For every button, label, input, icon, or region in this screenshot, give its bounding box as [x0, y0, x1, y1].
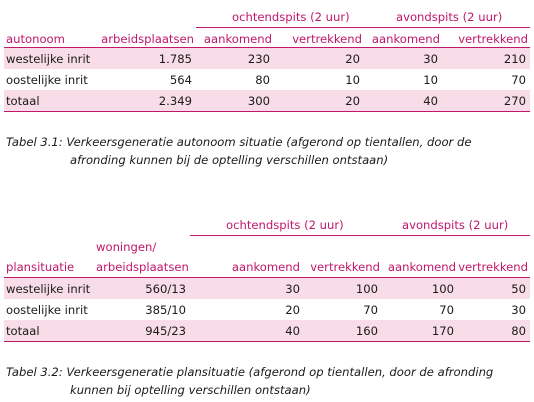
- column-header-evening-arriving: aankomend: [371, 32, 440, 46]
- caption-line: afronding kunnen bij de optelling verschillen ontstaan): [70, 153, 389, 167]
- cell-dwellings-jobs: 945/23: [145, 324, 186, 338]
- column-header-jobs: arbeidsplaatsen: [96, 260, 189, 274]
- cell-morning-departing: 10: [345, 73, 360, 87]
- table-row: [4, 299, 530, 320]
- cell-evening-departing: 70: [511, 73, 526, 87]
- cell-morning-arriving: 230: [247, 52, 270, 66]
- table-row: [4, 48, 530, 69]
- table-caption-3-1: [6, 133, 472, 169]
- column-header-evening-departing: vertrekkend: [458, 32, 528, 46]
- group-header-evening-peak: avondspits (2 uur): [396, 10, 503, 24]
- row-label: totaal: [6, 94, 40, 108]
- caption-line: kunnen bij optelling verschillen ontstaan): [70, 383, 311, 397]
- cell-evening-arriving: 30: [423, 52, 438, 66]
- cell-evening-departing: 270: [503, 94, 526, 108]
- traffic-table-plan: [4, 210, 530, 350]
- cell-dwellings-jobs: 385/10: [145, 303, 186, 317]
- cell-jobs: 2.349: [158, 94, 192, 108]
- cell-evening-departing: 210: [503, 52, 526, 66]
- group-header-divider: [196, 27, 530, 28]
- cell-evening-arriving: 70: [439, 303, 454, 317]
- cell-jobs: 1.785: [158, 52, 192, 66]
- cell-dwellings-jobs: 560/13: [145, 282, 186, 296]
- column-header-situation: autonoom: [6, 32, 65, 46]
- cell-evening-departing: 80: [511, 324, 526, 338]
- cell-morning-departing: 160: [355, 324, 378, 338]
- table-bottom-rule: [4, 341, 530, 342]
- group-header-morning-peak: ochtendspits (2 uur): [226, 218, 344, 232]
- column-header-evening-arriving: aankomend: [387, 260, 456, 274]
- group-header-divider: [190, 235, 530, 236]
- cell-evening-departing: 30: [511, 303, 526, 317]
- cell-morning-arriving: 80: [255, 73, 270, 87]
- cell-evening-arriving: 170: [431, 324, 454, 338]
- row-label: oostelijke inrit: [6, 303, 88, 317]
- group-header-evening-peak: avondspits (2 uur): [402, 218, 509, 232]
- table-bottom-rule: [4, 111, 530, 112]
- caption-line: Tabel 3.2: Verkeersgeneratie plansituatie (afgerond op tientallen, door de afronding: [6, 365, 494, 379]
- cell-morning-departing: 20: [345, 52, 360, 66]
- table-caption-3-2: [6, 363, 493, 399]
- column-header-morning-arriving: aankomend: [203, 32, 272, 46]
- table-row-total: [4, 320, 530, 341]
- cell-evening-arriving: 10: [423, 73, 438, 87]
- column-header-morning-arriving: aankomend: [231, 260, 300, 274]
- column-header-dwellings: woningen/: [96, 240, 157, 254]
- column-header-jobs: arbeidsplaatsen: [101, 32, 194, 46]
- cell-evening-arriving: 40: [423, 94, 438, 108]
- cell-morning-arriving: 300: [247, 94, 270, 108]
- row-label: oostelijke inrit: [6, 73, 88, 87]
- cell-jobs: 564: [169, 73, 192, 87]
- group-header-morning-peak: ochtendspits (2 uur): [232, 10, 350, 24]
- column-header-morning-departing: vertrekkend: [292, 32, 362, 46]
- table-row: [4, 278, 530, 299]
- row-label: westelijke inrit: [6, 52, 91, 66]
- table-row: [4, 69, 530, 90]
- cell-morning-arriving: 40: [285, 324, 300, 338]
- row-label: westelijke inrit: [6, 282, 91, 296]
- cell-morning-departing: 70: [363, 303, 378, 317]
- cell-morning-departing: 20: [345, 94, 360, 108]
- cell-morning-arriving: 30: [285, 282, 300, 296]
- cell-evening-arriving: 100: [431, 282, 454, 296]
- column-header-situation: plansituatie: [6, 260, 75, 274]
- column-header-evening-departing: vertrekkend: [458, 260, 528, 274]
- row-label: totaal: [6, 324, 40, 338]
- column-header-morning-departing: vertrekkend: [310, 260, 380, 274]
- traffic-table-autonomous: [4, 0, 530, 120]
- cell-morning-departing: 100: [355, 282, 378, 296]
- cell-morning-arriving: 20: [285, 303, 300, 317]
- cell-evening-departing: 50: [511, 282, 526, 296]
- table-row-total: [4, 90, 530, 111]
- caption-line: Tabel 3.1: Verkeersgeneratie autonoom situatie (afgerond op tientallen, door de: [6, 135, 472, 149]
